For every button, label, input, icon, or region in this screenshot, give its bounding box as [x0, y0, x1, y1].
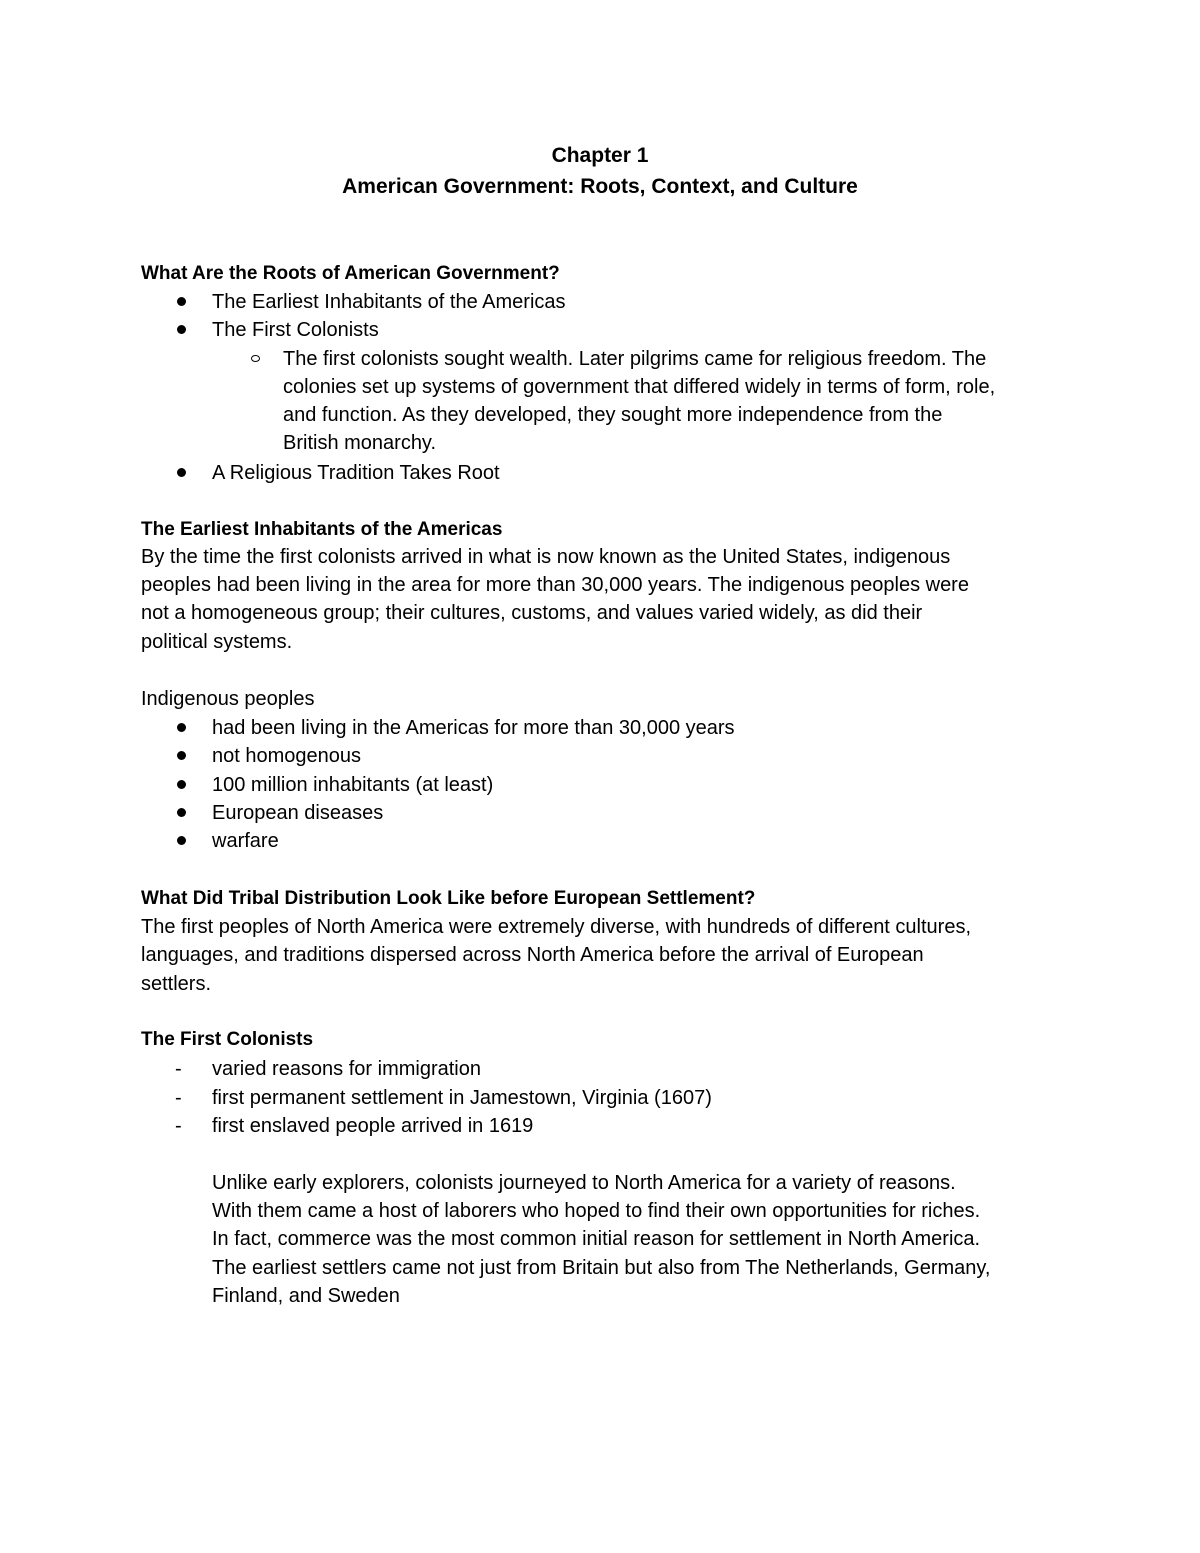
sub-item-line: colonies set up systems of government that differed widely in terms of form, role,: [283, 376, 996, 398]
bullet-icon: [177, 808, 186, 817]
bullet-icon: [177, 297, 186, 306]
paragraph-line: In fact, commerce was the most common initial reason for settlement in North America.: [212, 1228, 981, 1250]
hollow-bullet-icon: [251, 355, 260, 362]
paragraph-line: peoples had been living in the area for more than 30,000 years. The indigenous peoples were: [141, 574, 969, 596]
paragraph-line: Unlike early explorers, colonists journeyed to North America for a variety of reasons.: [212, 1172, 956, 1194]
list-item: 100 million inhabitants (at least): [212, 774, 494, 796]
bullet-icon: [177, 468, 186, 477]
paragraph-line: not a homogeneous group; their cultures, customs, and values varied widely, as did their: [141, 602, 923, 624]
list-item: The Earliest Inhabitants of the Americas: [212, 291, 566, 313]
paragraph-line: By the time the first colonists arrived in what is now known as the United States, indigenous: [141, 546, 951, 568]
list-item: A Religious Tradition Takes Root: [212, 462, 500, 484]
chapter-title: American Government: Roots, Context, and Culture: [342, 175, 858, 198]
list-item: The First Colonists: [212, 319, 379, 341]
list-item: European diseases: [212, 802, 384, 824]
paragraph-line: With them came a host of laborers who hoped to find their own opportunities for riches.: [212, 1200, 981, 1222]
list-item: first permanent settlement in Jamestown, Virginia (1607): [212, 1087, 712, 1109]
paragraph-line: languages, and traditions dispersed across North America before the arrival of European: [141, 944, 924, 966]
bullet-icon: [177, 325, 186, 334]
dash-marker: -: [175, 1115, 182, 1137]
section-heading-earliest-inhabitants: The Earliest Inhabitants of the Americas: [141, 519, 503, 540]
paragraph-line: political systems.: [141, 631, 293, 653]
paragraph-line: The earliest settlers came not just from Britain but also from The Netherlands, Germany,: [212, 1257, 991, 1279]
list-item: had been living in the Americas for more than 30,000 years: [212, 717, 735, 739]
paragraph-line: Finland, and Sweden: [212, 1285, 400, 1307]
sub-item-line: and function. As they developed, they sought more independence from the: [283, 404, 943, 426]
section-heading-first-colonists: The First Colonists: [141, 1029, 314, 1050]
bullet-icon: [177, 836, 186, 845]
bullet-icon: [177, 723, 186, 732]
list-item: first enslaved people arrived in 1619: [212, 1115, 534, 1137]
list-item: not homogenous: [212, 745, 362, 767]
section-heading-tribal-distribution: What Did Tribal Distribution Look Like before European Settlement?: [141, 888, 756, 909]
list-item: varied reasons for immigration: [212, 1058, 481, 1080]
sub-item-line: British monarchy.: [283, 432, 437, 454]
section-heading-roots: What Are the Roots of American Government?: [141, 263, 560, 284]
paragraph-line: The first peoples of North America were extremely diverse, with hundreds of different cultures,: [141, 916, 972, 938]
bullet-icon: [177, 751, 186, 760]
chapter-label: Chapter 1: [551, 144, 649, 167]
list-intro: Indigenous peoples: [141, 688, 315, 710]
paragraph-line: settlers.: [141, 973, 212, 995]
dash-marker: -: [175, 1058, 182, 1080]
bullet-icon: [177, 780, 186, 789]
list-item: warfare: [212, 830, 279, 852]
sub-item-line: The first colonists sought wealth. Later pilgrims came for religious freedom. The: [283, 348, 987, 370]
dash-marker: -: [175, 1087, 182, 1109]
